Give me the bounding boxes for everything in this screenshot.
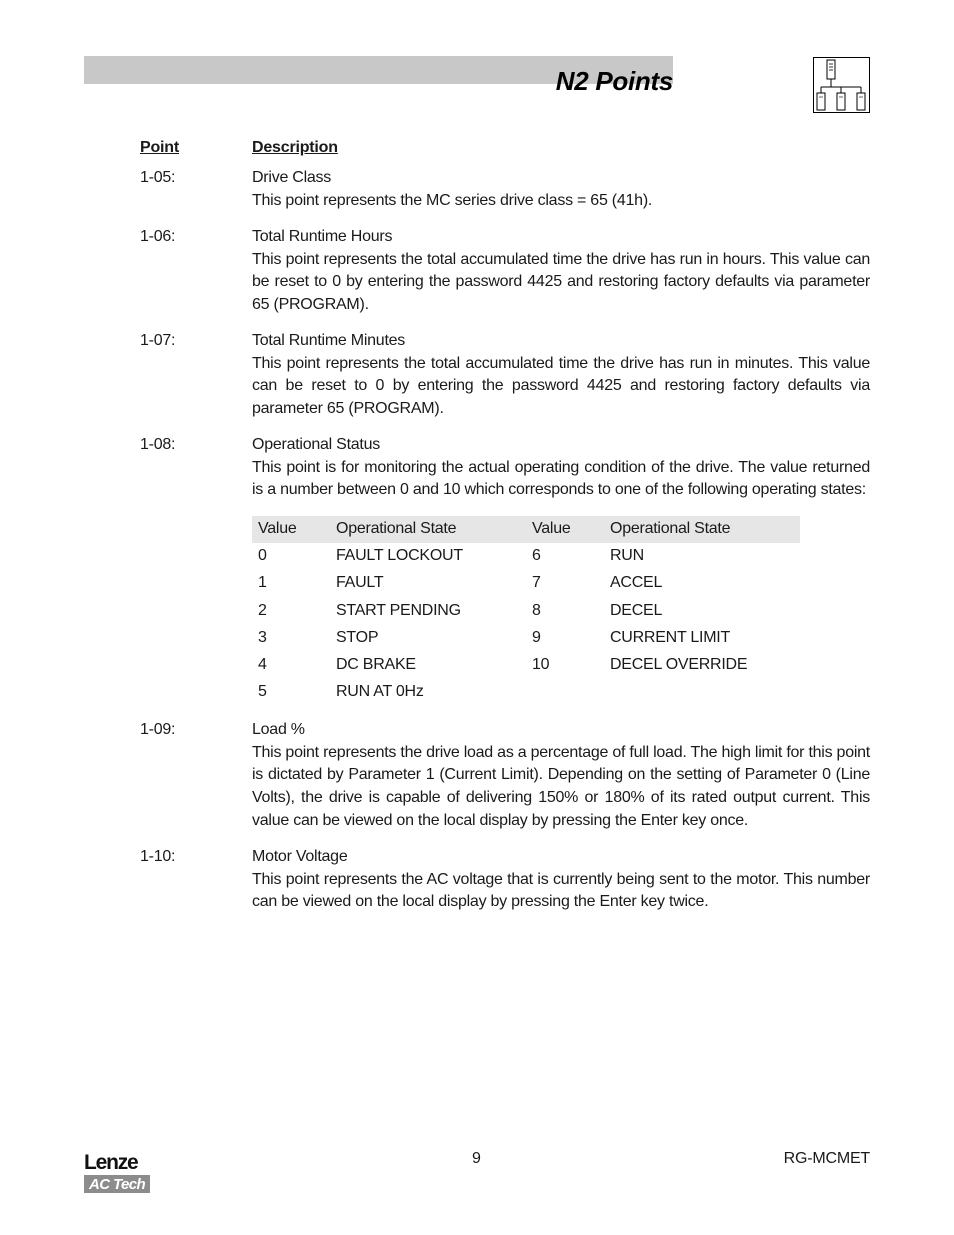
point-name: Total Runtime Minutes <box>252 332 406 349</box>
point-number: 1-09: <box>140 721 176 738</box>
table-header-cell: Value <box>532 520 571 537</box>
table-cell: DECEL <box>610 601 663 619</box>
network-diagram-icon <box>813 57 870 113</box>
table-cell: ACCEL <box>610 574 663 592</box>
page-title: N2 Points <box>555 66 673 96</box>
table-cell: 9 <box>532 628 541 646</box>
table-cell: FAULT <box>336 574 384 592</box>
table-cell: 7 <box>532 574 541 592</box>
table-row <box>252 570 800 597</box>
table-header-cell: Operational State <box>610 520 731 537</box>
page-number: 9 <box>472 1150 481 1167</box>
point-number: 1-08: <box>140 436 176 453</box>
point-description: This point is for monitoring the actual operating condition of the drive. The value returned is a number between 0 and 10 which corresponds to one of the following operating states: <box>252 458 870 499</box>
logo-lenze-text: Lenze <box>84 1151 138 1174</box>
point-name: Operational Status <box>252 436 381 453</box>
point-description: This point represents the total accumulated time the drive has run in minutes. This value can be reset to 0 by entering the password 4425 and restoring factory defaults via parameter 65 (PROGRAM). <box>252 354 870 418</box>
point-description: This point represents the drive load as a percentage of full load. The high limit for this point is dictated by Parameter 1 (Current Limit). Depending on the setting of Parameter 0 (Line Volts), the drive is capable of delivering 150% or 180% of its rated output current. This value can be viewed on the local display by pressing the Enter key once. <box>252 743 870 829</box>
point-description: This point represents the MC series drive class = 65 (41h). <box>252 191 653 209</box>
column-header-point: Point <box>140 139 179 156</box>
table-cell: CURRENT LIMIT <box>610 628 731 646</box>
point-name: Drive Class <box>252 169 332 186</box>
table-cell: 5 <box>258 683 267 701</box>
column-header-description: Description <box>252 139 338 156</box>
table-cell: 4 <box>258 656 267 674</box>
point-number: 1-07: <box>140 332 176 349</box>
table-cell: 2 <box>258 601 267 619</box>
point-name: Load % <box>252 721 305 738</box>
lenze-ac-tech-logo <box>84 1150 154 1196</box>
table-cell: 10 <box>532 656 550 674</box>
table-cell: START PENDING <box>336 601 461 619</box>
table-cell: RUN AT 0Hz <box>336 683 424 701</box>
table-cell: STOP <box>336 628 379 646</box>
point-name: Motor Voltage <box>252 848 348 865</box>
table-header-row <box>252 516 800 543</box>
table-cell: DC BRAKE <box>336 656 416 674</box>
table-cell: 6 <box>532 547 541 564</box>
table-row <box>252 652 800 679</box>
point-name: Total Runtime Hours <box>252 228 393 245</box>
operational-states-table <box>252 516 800 707</box>
table-cell: DECEL OVERRIDE <box>610 656 748 674</box>
point-description: This point represents the AC voltage that is currently being sent to the motor. This number can be viewed on the local display by pressing the Enter key twice. <box>252 870 870 911</box>
point-number: 1-05: <box>140 169 176 186</box>
document-code: RG-MCMET <box>783 1150 870 1167</box>
table-cell: FAULT LOCKOUT <box>336 547 463 564</box>
point-number: 1-10: <box>140 848 176 865</box>
logo-ac-tech-text: AC Tech <box>89 1176 146 1193</box>
table-row <box>252 625 800 652</box>
point-description: This point represents the total accumulated time the drive has run in hours. This value can be reset to 0 by entering the password 4425 and restoring factory defaults via parameter 65 (PROGRAM). <box>252 250 870 314</box>
table-cell: RUN <box>610 547 644 564</box>
point-number: 1-06: <box>140 228 176 245</box>
table-row <box>252 598 800 625</box>
table-row <box>252 679 800 706</box>
table-cell: 8 <box>532 601 541 619</box>
table-cell: 1 <box>258 574 267 592</box>
table-cell: 0 <box>258 547 267 564</box>
table-row <box>252 543 800 570</box>
table-header-cell: Value <box>258 520 297 537</box>
table-header-cell: Operational State <box>336 520 457 537</box>
table-cell: 3 <box>258 628 267 646</box>
